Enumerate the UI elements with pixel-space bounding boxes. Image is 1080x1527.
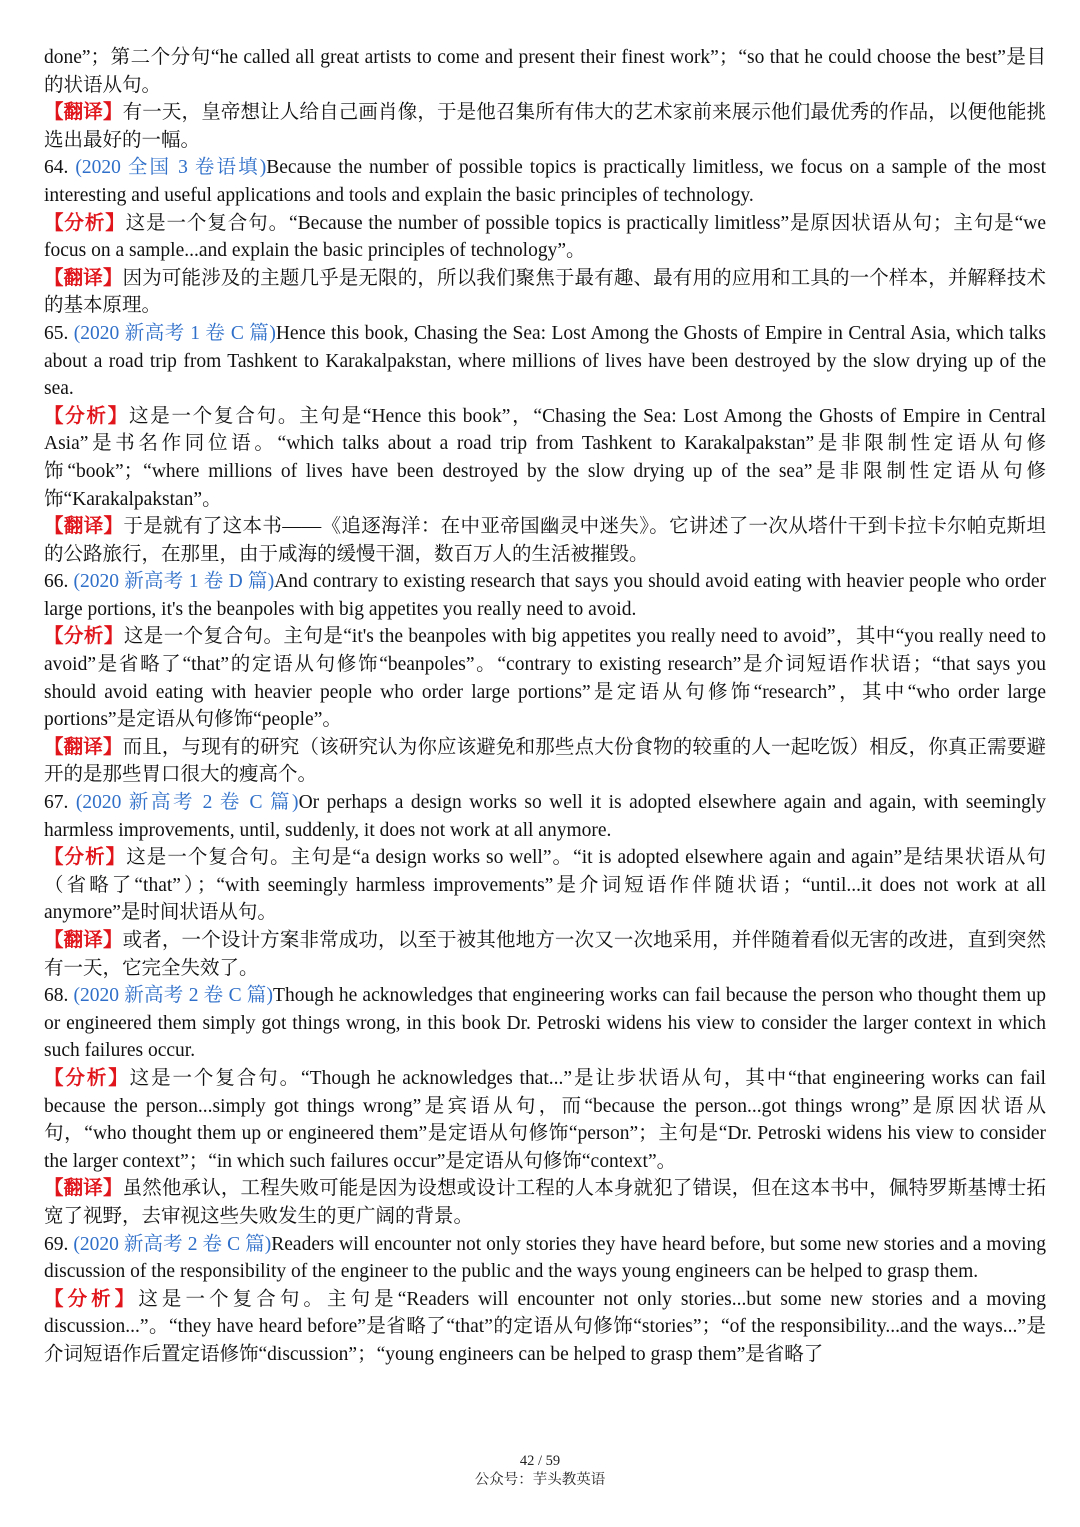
analysis-paragraph: 【分析】这是一个复合句。主句是“it's the beanpoles with big appetites you really need to avoid”，其中“you really need to avoid”是省略了“that”的定语从句修饰“beanpoles”。“contrary to existing research”是介词短语作状语；“that says you should avoid eating with heavier people who order large portions”是定语从句修饰“research”，其中“who order large portions”是定语从句修饰“people”。: [44, 626, 1046, 731]
translation-paragraph: 【翻译】而且，与现有的研究（该研究认为你应该避免和那些点大份食物的较重的人一起吃饭）相反，你真正需要避开的是那些胃口很大的瘦高个。: [44, 736, 1046, 786]
question-64: 64. (2020 全国 3 卷语填)Because the number of possible topics is practically limitless, we focus on a sample of the most interesting and useful applications and tools and explain the basic principles of technology.: [44, 157, 1046, 206]
continuation-text: done”；第二个分句“he called all great artists to come and present their finest work”；“so that he could choose the best”是目的状语从句。: [44, 47, 1046, 96]
source-label: (2020 全国 3 卷语填): [75, 157, 267, 179]
analysis-tag: 【分析】: [44, 405, 130, 427]
question-68: 68. (2020 新高考 2 卷 C 篇)Though he acknowledges that engineering works can fail because the person who thought them up or engineered them simply got things wrong, in this book Dr. Petroski widens his view to consider the larger context in which such failures occur.: [44, 985, 1047, 1062]
analysis-paragraph: 【分析】这是一个复合句。主句是“Hence this book”，“Chasing the Sea: Lost Among the Ghosts of Empire in Central Asia”是书名作同位语。“which talks about a road trip from Tashkent to Karakalpakstan”是非限制性定语从句修饰“book”；“where millions of lives have been destroyed by the slow drying up of the sea”是非限制性定语从句修饰“Karakalpakstan”。: [44, 405, 1046, 510]
page-number: 42 / 59: [519, 1453, 561, 1469]
analysis-paragraph: 【分析】这是一个复合句。“Because the number of possible topics is practically limitless”是原因状语从句；主句是“we focus on a sample...and explain the basic principles of technology”。: [44, 212, 1046, 262]
analysis-paragraph: 【分析】这是一个复合句。“Though he acknowledges that...”是让步状语从句，其中“that engineering works can fail because the person...simply got things wrong”是宾语从句，而“because the person...got things wrong”是原因状语从句，“who thought them up or engineered them”是定语从句修饰“person”；主句是“Dr. Petroski widens his view to consider the larger context”；“in which such failures occur”是定语从句修饰“context”。: [44, 1067, 1046, 1172]
translation-tag: 【翻译】: [44, 267, 123, 289]
translation-tag: 【翻译】: [44, 1178, 123, 1200]
analysis-tag: 【分析】: [44, 847, 127, 869]
translation-tag: 【翻译】: [44, 930, 123, 951]
question-65: 65. (2020 新高考 1 卷 C 篇)Hence this book, Chasing the Sea: Lost Among the Ghosts of Empire in Central Asia, which talks about a road trip from Tashkent to Karakalpakstan, where millions of lives have been destroyed by the slow drying up of the sea.: [44, 322, 1047, 400]
analysis-paragraph: 【分析】这是一个复合句。主句是“a design works so well”。“it is adopted elsewhere again and again”是结果状语从句（省略了“that”）；“with seemingly harmless improvements”是介词短语作伴随状语；“until...it does not work at all anymore”是时间状语从句。: [44, 847, 1046, 924]
footer-account: 公众号：芋头教英语: [474, 1472, 606, 1488]
source-label: (2020 新高考 1 卷 C 篇): [73, 322, 276, 344]
translation-tag: 【翻译】: [44, 516, 124, 538]
analysis-tag: 【分析】: [44, 1288, 139, 1310]
analysis-tag: 【分析】: [44, 1067, 130, 1089]
translation-paragraph: 【翻译】因为可能涉及的主题几乎是无限的，所以我们聚焦于最有趣、最有用的应用和工具的一个样本，并解释技术的基本原理。: [44, 267, 1046, 317]
translation-tag: 【翻译】: [44, 736, 123, 758]
analysis-tag: 【分析】: [44, 626, 124, 648]
question-67: 67. (2020 新高考 2 卷 C 篇)Or perhaps a design works so well it is adopted elsewhere again and again, with seemingly harmless improvements, until, suddenly, it does not work at all anymore.: [44, 792, 1046, 841]
translation-tag: 【翻译】: [44, 102, 123, 124]
translation-paragraph: 【翻译】有一天，皇帝想让人给自己画肖像，于是他召集所有伟大的艺术家前来展示他们最优秀的作品，以便他能挑选出最好的一幅。: [44, 102, 1046, 151]
analysis-tag: 【分析】: [44, 212, 126, 234]
document-body: [44, 44, 1046, 1369]
question-69: 69. (2020 新高考 2 卷 C 篇)Readers will encounter not only stories they have heard before, but some new stories and a moving discussion of the responsibility of the engineer to the public and the ways young engineers can be helped to grasp them.: [44, 1233, 1046, 1283]
source-label: (2020 新高考 2 卷 C 篇): [73, 1233, 272, 1255]
source-label: (2020 新高考 2 卷 C 篇): [75, 792, 299, 814]
analysis-paragraph: 【分析】这是一个复合句。主句是“Readers will encounter not only stories...but some new stories and a moving discussion...”。“they have heard before”是省略了“that”的定语从句修饰“stories”；“of the responsibility...and the ways...”是介词短语作后置定语修饰“discussion”；“young engineers can be helped to grasp them”是省略了: [44, 1288, 1046, 1365]
source-label: (2020 新高考 2 卷 C 篇): [73, 985, 274, 1007]
source-label: (2020 新高考 1 卷 D 篇): [73, 571, 275, 593]
translation-paragraph: 【翻译】虽然他承认，工程失败可能是因为设想或设计工程的人本身就犯了错误，但在这本书中，佩特罗斯基博士拓宽了视野，去审视这些失败发生的更广阔的背景。: [44, 1178, 1046, 1227]
question-66: 66. (2020 新高考 1 卷 D 篇)And contrary to existing research that says you should avoid eating with heavier people who order large portions, it's the beanpoles with big appetites you really need to avoid.: [44, 571, 1046, 620]
translation-paragraph: 【翻译】于是就有了这本书——《追逐海洋：在中亚帝国幽灵中迷失》。它讲述了一次从塔什干到卡拉卡尔帕克斯坦的公路旅行，在那里，由于咸海的缓慢干涸，数百万人的生活被摧毁。: [44, 516, 1046, 565]
translation-paragraph: 【翻译】或者，一个设计方案非常成功，以至于被其他地方一次又一次地采用，并伴随着看似无害的改进，直到突然有一天，它完全失效了。: [44, 930, 1046, 979]
